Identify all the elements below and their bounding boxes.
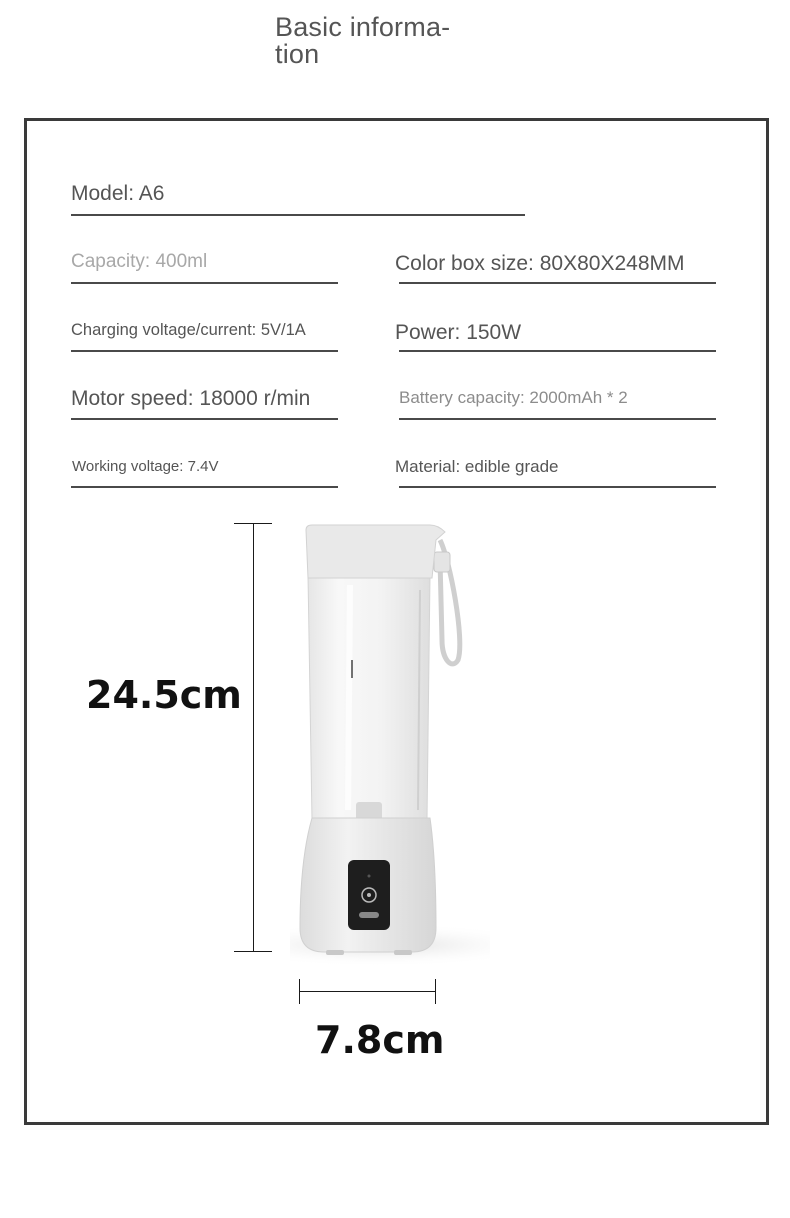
spec-working-voltage-text: Working voltage: 7.4V [72,458,219,475]
strap-clip [434,552,450,572]
spec-material [395,457,716,488]
spec-working-voltage [71,458,338,488]
spec-motor [71,387,338,420]
spec-power-text: Power: 150W [395,321,522,344]
spec-battery-text: Battery capacity: 2000mAh * 2 [399,388,628,407]
foot-left [326,950,344,955]
jar-highlight [348,585,350,810]
spec-charging-text: Charging voltage/current: 5V/1A [71,321,306,339]
spec-power [395,321,716,352]
spec-color-box [395,252,716,284]
indicator-light [368,875,371,878]
height-dimension-line [253,523,254,952]
spec-capacity-text: Capacity: 400ml [71,251,208,272]
width-dimension-line [299,991,436,992]
blender-illustration [290,520,490,970]
jar [308,575,430,820]
height-dimension-label: 24.5cm [86,673,242,717]
charging-port [359,912,379,918]
height-dimension-bottom-tick [234,951,272,952]
spec-color-box-text: Color box size: 80X80X248MM [395,252,685,275]
spec-charging [71,321,338,352]
foot-right [394,950,412,955]
page-title: Basic informa- tion [275,12,451,69]
spec-motor-text: Motor speed: 18000 r/min [71,387,311,410]
spec-model [71,182,525,216]
width-dimension-right-tick [435,979,436,1004]
spec-battery [399,388,716,420]
lid [306,525,445,578]
spec-material-text: Material: edible grade [395,457,559,476]
width-dimension-label: 7.8cm [315,1018,445,1062]
spec-capacity [71,251,338,284]
spec-model-text: Model: A6 [71,182,165,205]
